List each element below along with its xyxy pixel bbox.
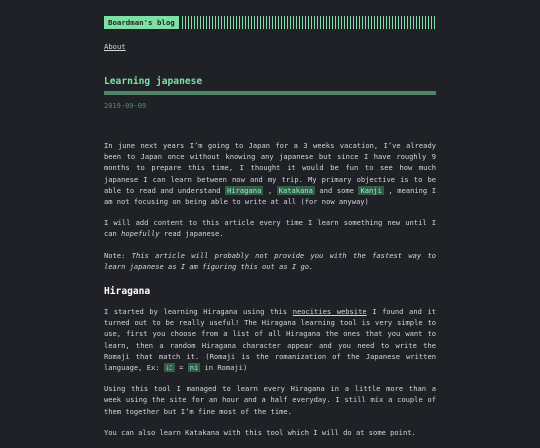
title-divider	[104, 91, 436, 95]
site-header	[104, 16, 436, 29]
tag-ni-romaji: ni	[189, 363, 199, 373]
text: ,	[263, 185, 277, 195]
text: , meaning I am not focusing on being able to write at all (for now anyway)	[104, 185, 436, 207]
text: =	[174, 363, 188, 373]
header-decoration-bars	[182, 16, 436, 29]
text: I will add content to this article every time I learn something new until I can	[104, 218, 436, 239]
site-nav	[104, 41, 436, 51]
note-label: Note:	[104, 250, 132, 260]
text: In june next years I’m going to Japan for a 3 weeks vacation, I’ve already been to Japan once without knowing any japanese but since I have roughly 9 months to prepare this time, I thought it would be fun to see how much japanese I can learn between now and my trip. My primary objective is to be able to read and understand	[104, 141, 436, 195]
tag-kanji: Kanji	[360, 185, 382, 195]
note-text: This article will probably not provide you with the fastest way to learn japanese as I am figuring this out as I go.	[104, 250, 437, 271]
neocities-website-link[interactable]: neocities website	[292, 307, 367, 317]
tag-katakana: Katakana	[278, 185, 313, 195]
nav-about-link[interactable]: About	[104, 42, 126, 51]
text: read japanese.	[159, 229, 224, 239]
page	[104, 16, 437, 437]
text: and some	[314, 185, 359, 195]
post-content	[104, 140, 436, 448]
post-title: Learning japanese	[104, 76, 203, 87]
text: I found and it turned out to be really useful! The Hiragana learning tool is very simple to use, first you choose from a list of all Hiragana the ones that you want to learn, then a random Hiragana character appear and you need to write the Romaji that match it. (Romaji is the romanization of the Japanese written language, Ex:	[104, 307, 437, 373]
paragraph-note	[104, 250, 436, 272]
text: I started by learning Hiragana using this	[104, 307, 293, 317]
paragraph-progress: Using this tool I managed to learn every Hiragana in a little more than a week using the site for an hour and a half everyday. I still mix a couple of them together but I’m fine most of the time.	[104, 384, 436, 416]
section-heading-hiragana: Hiragana	[104, 286, 151, 298]
paragraph-intro	[104, 140, 436, 207]
paragraph-katakana: You can also learn Katakana with this tool which I will do at some point.	[104, 427, 416, 437]
post-date: 2019-09-09	[104, 102, 147, 110]
tag-ni-kana: に	[165, 363, 173, 373]
blog-name-link[interactable]: Boardman's blog	[104, 16, 179, 29]
text: in Romaji)	[200, 363, 248, 373]
emphasis: hopefully	[121, 229, 160, 239]
tag-hiragana: Hiragana	[227, 185, 262, 195]
paragraph-plan	[104, 217, 436, 239]
paragraph-hiragana-tool	[104, 306, 436, 373]
